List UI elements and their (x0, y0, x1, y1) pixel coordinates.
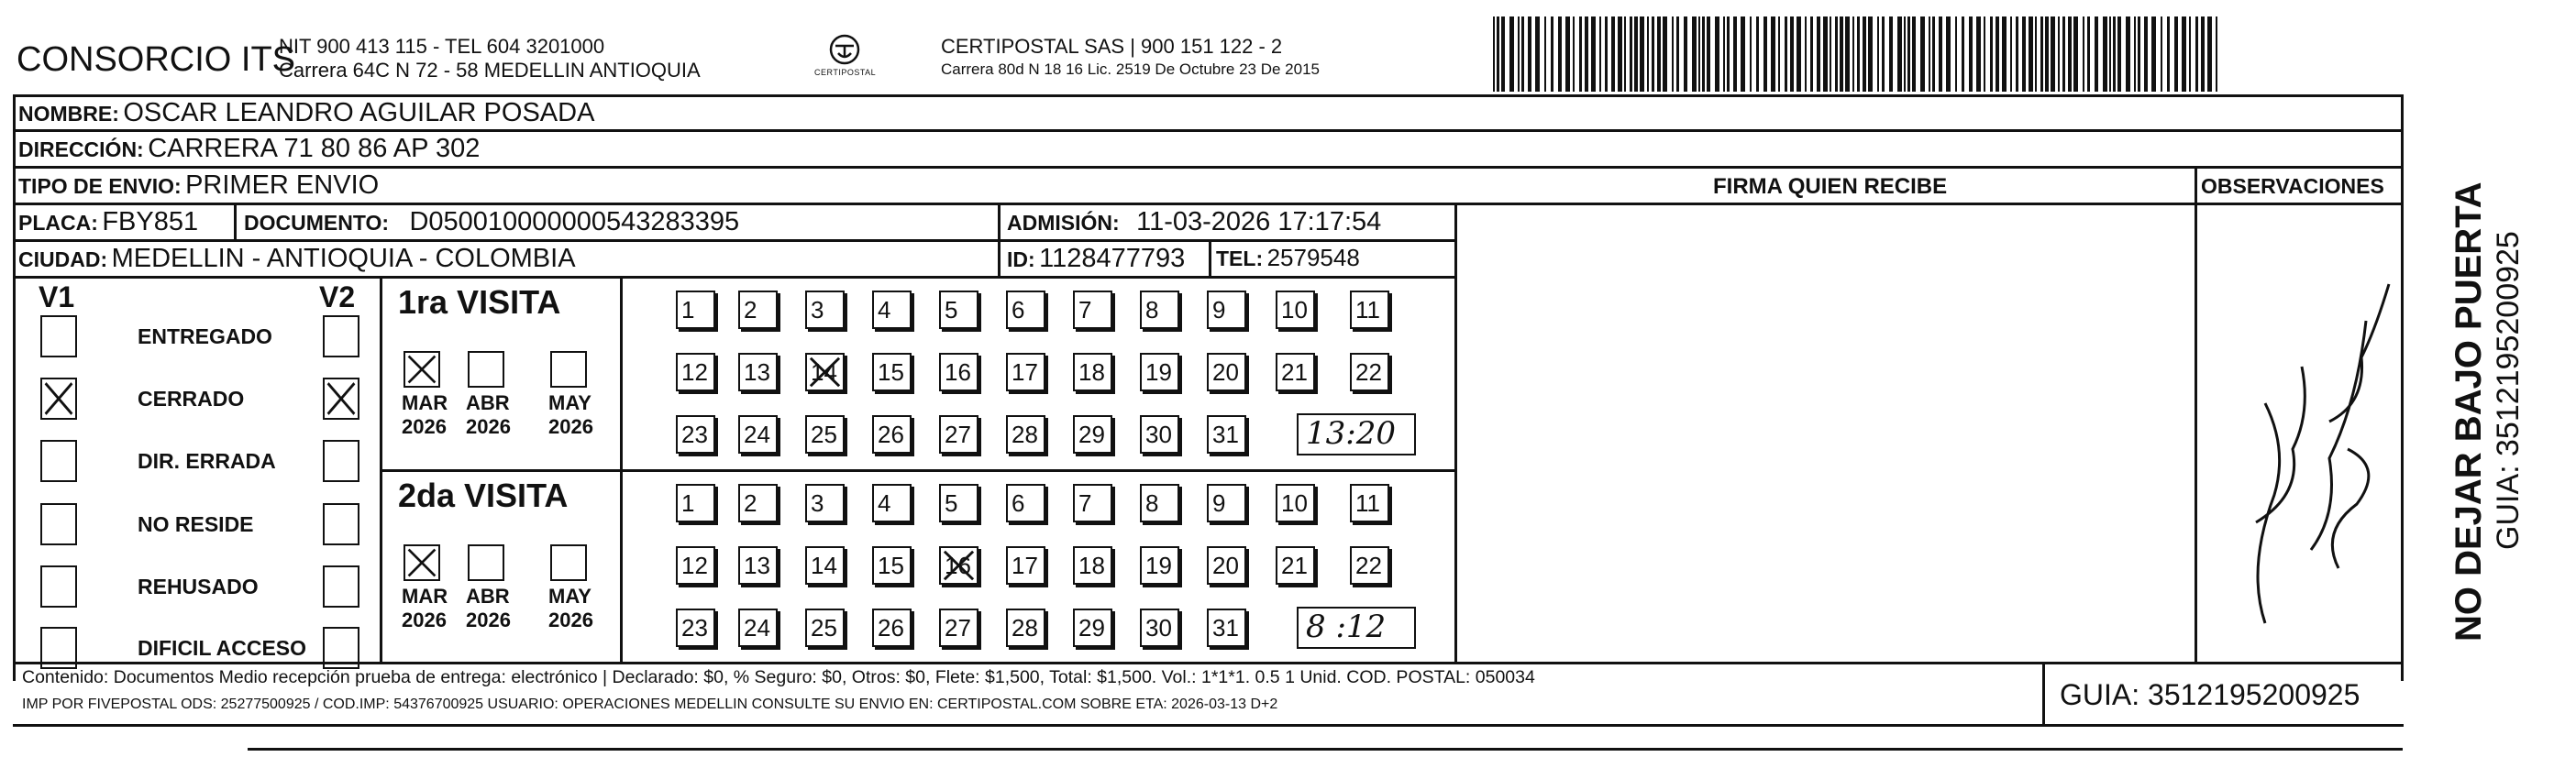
barcode-bar (2058, 16, 2060, 92)
day-box[interactable]: 19 (1140, 546, 1179, 585)
day-box[interactable]: 13 (738, 353, 778, 391)
id-cell: ID: 1128477793 (1007, 244, 1186, 273)
company-address: Carrera 64C N 72 - 58 MEDELLIN ANTIOQUIA (279, 59, 701, 82)
observaciones-label: OBSERVACIONES (2201, 174, 2384, 198)
warning-vertical: NO DEJAR BAJO PUERTA (2449, 181, 2489, 642)
company-name: CONSORCIO ITS (17, 40, 296, 79)
tel-cell: TEL: 2579548 (1216, 244, 1360, 271)
barcode-bar (1657, 16, 1661, 92)
month-label: MAY (548, 585, 591, 608)
month-label: ABR (466, 585, 510, 608)
day-box[interactable]: 26 (872, 415, 912, 454)
month-label: MAY (548, 391, 591, 414)
placa-cell: PLACA: FBY851 (18, 207, 199, 236)
barcode-bar (1741, 16, 1745, 92)
day-box[interactable]: 21 (1276, 546, 1315, 585)
day-box[interactable]: 26 (872, 609, 912, 647)
barcode-bar (1663, 16, 1667, 92)
day-box[interactable]: 16 (939, 546, 978, 585)
ciudad-value: MEDELLIN - ANTIOQUIA - COLOMBIA (111, 244, 576, 273)
footer-content-line: Contenido: Documentos Medio recepción prueba de entrega: electrónico | Declarado: $0, % Seguro: $0, Otros: $0, Flete: $1,500, Total: $1,500. Vol.: 1*1*1. 0.5 1 Unid. COD. POSTAL: 050034 (22, 667, 1535, 687)
year-label: 2026 (402, 609, 447, 631)
v2-checkbox[interactable] (323, 315, 359, 357)
barcode-bar (1852, 16, 1854, 92)
barcode-bar (2051, 16, 2055, 92)
day-box[interactable]: 27 (939, 609, 978, 647)
day-box[interactable]: 30 (1140, 415, 1179, 454)
day-box[interactable]: 4 (872, 484, 912, 522)
barcode-bar (1823, 16, 1828, 92)
barcode-bar (1579, 16, 1582, 92)
tipo-envio-value: PRIMER ENVIO (185, 170, 380, 200)
barcode-bar (1889, 16, 1893, 92)
day-box[interactable]: 30 (1140, 609, 1179, 647)
barcode-bar (2126, 16, 2130, 92)
barcode-bar (1962, 16, 1964, 92)
status-label: REHUSADO (138, 575, 259, 598)
barcode-bar (1630, 16, 1632, 92)
admision-cell: ADMISIÓN: 11-03-2026 17:17:54 (1007, 207, 1382, 236)
day-box[interactable]: 4 (872, 291, 912, 329)
visit-time-box[interactable]: 8 :12 (1297, 607, 1416, 649)
barcode-bar (1785, 16, 1787, 92)
barcode-bar (1790, 16, 1794, 92)
month-checkbox[interactable] (550, 544, 587, 581)
day-box[interactable]: 19 (1140, 353, 1179, 391)
day-box[interactable]: 1 (676, 291, 715, 329)
status-label: NO RESIDE (138, 512, 254, 536)
barcode-bar (1611, 16, 1615, 92)
barcode-bar (1702, 16, 1705, 92)
month-checkbox[interactable] (468, 351, 504, 388)
day-box[interactable]: 23 (676, 609, 715, 647)
day-box[interactable]: 12 (676, 546, 715, 585)
barcode-bar (1778, 16, 1780, 92)
barcode-bar (1946, 16, 1951, 92)
barcode-bar (1929, 16, 1930, 92)
v1-checkbox[interactable] (40, 565, 77, 608)
barcode-bar (1845, 16, 1850, 92)
barcode-bar (2040, 16, 2043, 92)
barcode-bar (1882, 16, 1885, 92)
month-label: ABR (466, 391, 510, 414)
ciudad-cell: CIUDAD: MEDELLIN - ANTIOQUIA - COLOMBIA (18, 244, 576, 273)
direccion-value: CARRERA 71 80 86 AP 302 (148, 134, 481, 163)
barcode-bar (1528, 16, 1531, 92)
barcode-bar (1877, 16, 1879, 92)
barcode-bar (2113, 16, 2116, 92)
barcode-bar (1805, 16, 1807, 92)
day-box[interactable]: 14 (805, 546, 845, 585)
day-box[interactable]: 7 (1073, 484, 1112, 522)
day-box[interactable]: 15 (872, 546, 912, 585)
day-box[interactable]: 28 (1006, 609, 1045, 647)
barcode-bar (2002, 16, 2007, 92)
status-label: ENTREGADO (138, 324, 272, 348)
v2-checkbox[interactable] (323, 440, 359, 482)
firma-label: FIRMA QUIEN RECIBE (1713, 174, 1948, 199)
documento-value: D050010000000543283395 (409, 207, 740, 236)
barcode-bar (2029, 16, 2033, 92)
x-mark-icon (405, 353, 438, 386)
barcode-bar (2161, 16, 2162, 92)
month-checkbox[interactable] (468, 544, 504, 581)
x-mark-icon (941, 548, 977, 583)
day-box[interactable]: 3 (805, 484, 845, 522)
certipostal-logo (813, 33, 877, 81)
barcode-bar (2216, 16, 2217, 92)
barcode-bar (1599, 16, 1601, 92)
barcode-bar (1493, 16, 1495, 92)
barcode-bar (1551, 16, 1553, 92)
day-box[interactable]: 14 (805, 353, 845, 391)
v2-checkbox[interactable] (323, 378, 359, 420)
day-box[interactable]: 18 (1073, 546, 1112, 585)
footer-guia: GUIA: 3512195200925 (2060, 678, 2360, 711)
barcode-bar (1676, 16, 1679, 92)
x-mark-icon (405, 546, 438, 579)
barcode-bar (1707, 16, 1710, 92)
barcode-bar (2045, 16, 2049, 92)
day-box[interactable]: 11 (1350, 484, 1389, 522)
x-mark-icon (42, 379, 75, 418)
barcode-bar (2201, 16, 2205, 92)
barcode-bar (1727, 16, 1730, 92)
day-box[interactable]: 31 (1207, 609, 1246, 647)
barcode-bar (1868, 16, 1873, 92)
barcode-bar (1797, 16, 1801, 92)
day-box[interactable]: 24 (738, 609, 778, 647)
day-box[interactable]: 9 (1207, 291, 1246, 329)
barcode-bar (1624, 16, 1626, 92)
barcode-bar (1984, 16, 1985, 92)
direccion-row: DIRECCIÓN: CARRERA 71 80 86 AP 302 (18, 134, 481, 163)
barcode-bar (2182, 16, 2186, 92)
month-label: MAR (402, 585, 448, 608)
day-box[interactable]: 23 (676, 415, 715, 454)
barcode-bar (1990, 16, 1993, 92)
day-box[interactable]: 6 (1006, 484, 1045, 522)
barcode-bar (1640, 16, 1644, 92)
barcode-bar (1939, 16, 1942, 92)
barcode-bar (1955, 16, 1957, 92)
day-box[interactable]: 25 (805, 609, 845, 647)
day-box[interactable]: 10 (1276, 291, 1315, 329)
id-value: 1128477793 (1039, 244, 1186, 273)
barcode-bar (1840, 16, 1843, 92)
day-box[interactable]: 29 (1073, 415, 1112, 454)
barcode-bar (1692, 16, 1697, 92)
barcode-bar (1723, 16, 1725, 92)
barcode-bar (1497, 16, 1499, 92)
v2-checkbox[interactable] (323, 565, 359, 608)
barcode-bar (1830, 16, 1831, 92)
barcode-bar (1817, 16, 1820, 92)
barcode-bar (1756, 16, 1759, 92)
barcode-bar (1684, 16, 1687, 92)
year-label: 2026 (466, 415, 511, 438)
barcode-bar (1652, 16, 1654, 92)
day-box[interactable]: 15 (872, 353, 912, 391)
day-box[interactable]: 10 (1276, 484, 1315, 522)
barcode-bar (2195, 16, 2198, 92)
barcode-bar (2083, 16, 2084, 92)
barcode-bar (2151, 16, 2156, 92)
day-box[interactable]: 2 (738, 484, 778, 522)
barcode-bar (2138, 16, 2140, 92)
day-box[interactable]: 12 (676, 353, 715, 391)
barcode-bar (2207, 16, 2212, 92)
barcode-bar (1897, 16, 1902, 92)
barcode-bar (1750, 16, 1752, 92)
month-label: MAR (402, 391, 448, 414)
barcode-bar (2095, 16, 2098, 92)
month-checkbox[interactable] (404, 544, 440, 581)
carrier-address: Carrera 80d N 18 16 Lic. 2519 De Octubre 23 De 2015 (941, 60, 1320, 78)
day-box[interactable]: 17 (1006, 546, 1045, 585)
day-box[interactable]: 31 (1207, 415, 1246, 454)
barcode-bar (1509, 16, 1514, 92)
day-box[interactable]: 21 (1276, 353, 1315, 391)
barcode-icon (1493, 16, 2222, 92)
barcode-bar (1810, 16, 1813, 92)
day-box[interactable]: 18 (1073, 353, 1112, 391)
barcode-bar (2010, 16, 2012, 92)
barcode-bar (1715, 16, 1719, 92)
barcode-bar (1733, 16, 1737, 92)
documento-cell: DOCUMENTO: D050010000000543283395 (244, 207, 740, 236)
day-box[interactable]: 3 (805, 291, 845, 329)
guia-vertical: GUIA: 3512195200925 (2491, 231, 2526, 550)
barcode-bar (1634, 16, 1638, 92)
day-box[interactable]: 24 (738, 415, 778, 454)
barcode-bar (1698, 16, 1700, 92)
barcode-bar (1618, 16, 1622, 92)
v1-checkbox[interactable] (40, 627, 77, 669)
status-label: CERRADO (138, 387, 245, 411)
x-mark-icon (325, 379, 358, 418)
barcode-bar (1763, 16, 1767, 92)
barcode-bar (2062, 16, 2065, 92)
day-box[interactable]: 5 (939, 484, 978, 522)
day-box[interactable]: 27 (939, 415, 978, 454)
day-box[interactable]: 20 (1207, 353, 1246, 391)
nombre-value: OSCAR LEANDRO AGUILAR POSADA (123, 98, 595, 127)
barcode-bar (2035, 16, 2037, 92)
barcode-bar (2109, 16, 2111, 92)
status-label: DIR. ERRADA (138, 449, 276, 473)
recipient-signature (2201, 220, 2394, 642)
barcode-bar (1585, 16, 1588, 92)
barcode-bar (2189, 16, 2191, 92)
company-nit-tel: NIT 900 413 115 - TEL 604 3201000 (279, 35, 605, 58)
barcode-bar (1996, 16, 1999, 92)
tel-value: 2579548 (1266, 244, 1360, 271)
barcode-bar (2022, 16, 2026, 92)
v1-label: V1 (39, 280, 75, 313)
barcode-bar (1518, 16, 1520, 92)
day-box[interactable]: 20 (1207, 546, 1246, 585)
day-box[interactable]: 9 (1207, 484, 1246, 522)
v2-checkbox[interactable] (323, 627, 359, 669)
barcode-bar (2134, 16, 2136, 92)
day-box[interactable]: 25 (805, 415, 845, 454)
footer-print-line: IMP POR FIVEPOSTAL ODS: 25277500925 / COD.IMP: 54376700925 USUARIO: OPERACIONES MEDELLIN CONSULTE SU ENVIO EN: CERTIPOSTAL.COM SOBRE ETA: 2026-03-13 D+2 (22, 697, 1278, 712)
month-checkbox[interactable] (550, 351, 587, 388)
barcode-bar (2068, 16, 2072, 92)
v1-checkbox[interactable] (40, 503, 77, 545)
day-box[interactable]: 16 (939, 353, 978, 391)
barcode-bar (1976, 16, 1981, 92)
visit-title: 2da VISITA (398, 477, 569, 514)
barcode-bar (1912, 16, 1916, 92)
logo-caption: CERTIPOSTAL (814, 68, 877, 77)
barcode-bar (1591, 16, 1596, 92)
admision-value: 11-03-2026 17:17:54 (1136, 207, 1382, 236)
v2-label: V2 (319, 280, 356, 313)
day-box[interactable]: 8 (1140, 484, 1179, 522)
barcode-bar (1771, 16, 1775, 92)
year-label: 2026 (548, 415, 593, 438)
carrier-name: CERTIPOSTAL SAS | 900 151 122 - 2 (941, 35, 1283, 58)
day-box[interactable]: 13 (738, 546, 778, 585)
year-label: 2026 (466, 609, 511, 631)
barcode-bar (2144, 16, 2148, 92)
barcode-bar (2103, 16, 2107, 92)
barcode-bar (1672, 16, 1674, 92)
barcode-bar (1558, 16, 1562, 92)
barcode-bar (1857, 16, 1860, 92)
day-box[interactable]: 17 (1006, 353, 1045, 391)
month-checkbox[interactable] (404, 351, 440, 388)
v1-checkbox[interactable] (40, 440, 77, 482)
barcode-bar (2087, 16, 2090, 92)
day-box[interactable]: 8 (1140, 291, 1179, 329)
barcode-bar (1501, 16, 1505, 92)
v1-checkbox[interactable] (40, 315, 77, 357)
day-box[interactable]: 5 (939, 291, 978, 329)
year-label: 2026 (402, 415, 447, 438)
barcode-bar (1907, 16, 1910, 92)
barcode-bar (1565, 16, 1570, 92)
barcode-bar (1605, 16, 1608, 92)
day-box[interactable]: 6 (1006, 291, 1045, 329)
barcode-bar (2117, 16, 2121, 92)
barcode-bar (1932, 16, 1935, 92)
day-box[interactable]: 7 (1073, 291, 1112, 329)
v1-checkbox[interactable] (40, 378, 77, 420)
barcode-bar (1920, 16, 1925, 92)
day-box[interactable]: 22 (1350, 353, 1389, 391)
visit-title: 1ra VISITA (398, 283, 561, 321)
day-box[interactable]: 1 (676, 484, 715, 522)
barcode-bar (1535, 16, 1540, 92)
day-box[interactable]: 28 (1006, 415, 1045, 454)
barcode-bar (2167, 16, 2170, 92)
barcode-bar (2073, 16, 2078, 92)
day-box[interactable]: 11 (1350, 291, 1389, 329)
barcode-bar (1521, 16, 1524, 92)
day-box[interactable]: 22 (1350, 546, 1389, 585)
barcode-bar (1904, 16, 1906, 92)
barcode-bar (1573, 16, 1575, 92)
barcode-bar (1863, 16, 1866, 92)
day-box[interactable]: 29 (1073, 609, 1112, 647)
year-label: 2026 (548, 609, 593, 631)
barcode-bar (1969, 16, 1973, 92)
barcode-bar (2174, 16, 2178, 92)
day-box[interactable]: 2 (738, 291, 778, 329)
barcode-bar (1544, 16, 1546, 92)
status-label: DIFICIL ACCESO (138, 636, 307, 660)
nombre-row: NOMBRE: OSCAR LEANDRO AGUILAR POSADA (18, 98, 595, 127)
barcode-bar (2016, 16, 2018, 92)
visit-time-box[interactable]: 13:20 (1297, 413, 1416, 455)
v2-checkbox[interactable] (323, 503, 359, 545)
barcode-bar (1835, 16, 1838, 92)
placa-value: FBY851 (102, 207, 199, 236)
barcode-bar (1647, 16, 1649, 92)
x-mark-icon (807, 355, 843, 389)
tipo-envio-row: TIPO DE ENVIO: PRIMER ENVIO (18, 170, 380, 200)
